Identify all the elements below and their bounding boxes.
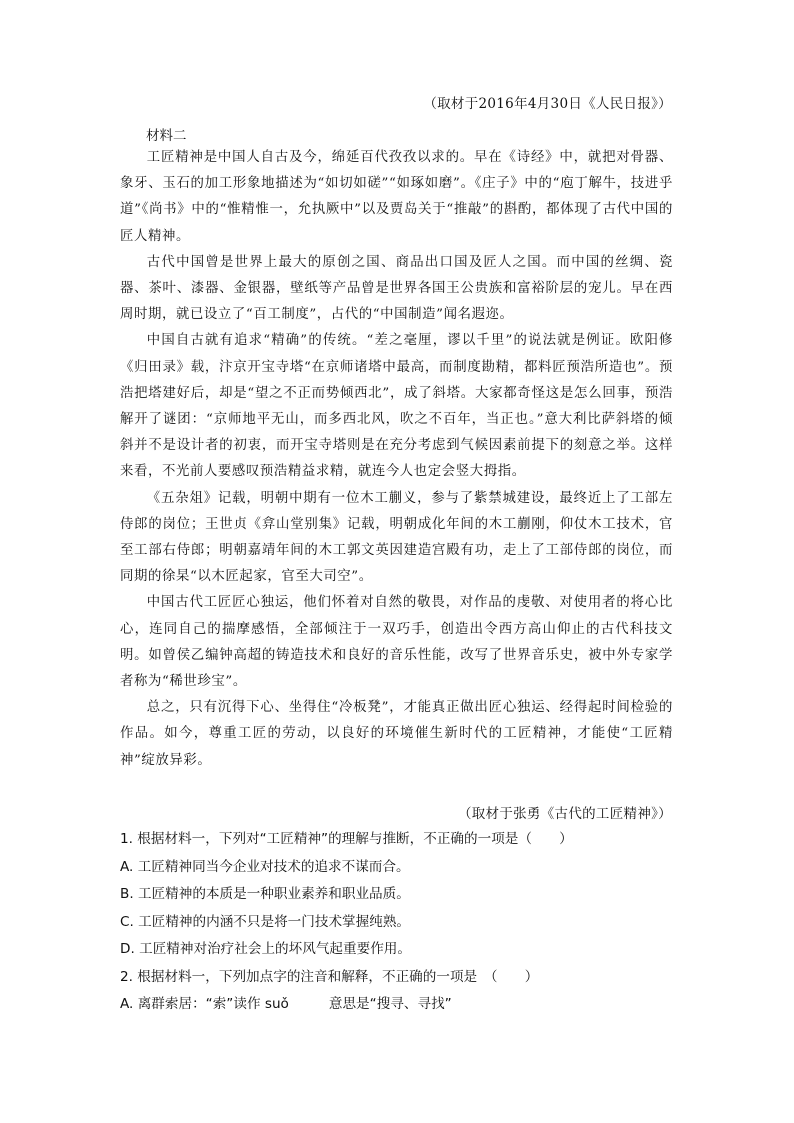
paragraph: 古代中国曾是世界上最大的原创之国、商品出口国及匠人之国。而中国的丝绸、瓷器、茶叶、漆器、金银器，壁纸等产品曾是世界各国王公贵族和富裕阶层的宠儿。早在西周时期，就已设立了“百工制度”，占代的“中国制造”闻名遐迩。 bbox=[120, 254, 673, 323]
paragraph: 总之，只有沉得下心、坐得住“冷板凳”，才能真正做出匠心独运、经得起时间检验的作品。如今，尊重工匠的劳动，以良好的环境催生新时代的工匠精神，才能使“工匠精神”绽放异彩。 bbox=[120, 700, 673, 768]
question-1-option-b: B. 工匠精神的本质是一种职业素养和职业品质。 bbox=[120, 886, 410, 902]
question-1-option-d: D. 工匠精神对治疗社会上的坏风气起重要作用。 bbox=[120, 941, 411, 957]
question-2-stem: 2. 根据材料一，下列加点字的注音和解释，不正确的一项是 （ ） bbox=[120, 968, 539, 985]
material-title: 材料二 bbox=[146, 128, 187, 144]
option-a-word: A. 离群索居：“索”读作 suǒ bbox=[120, 996, 289, 1012]
paragraph: 中国自古就有追求“精确”的传统。“差之毫厘，谬以千里”的说法就是例证。欧阳修《归田录》载，汴京开宝寺塔“在京师诸塔中最高，而制度勘精，都料匠预浩所造也”。预浩把塔建好后，却是“望之不正而势倾西北”，成了斜塔。大家都奇怪这是怎么回事，预浩解开了谜团：“京师地平无山，而多西北风，吹之不百年，当正也。”意大利比萨斜塔的倾斜并不是设计者的初衷，而开宝寺塔则是在充分考虑到气候因素前提下的刻意之举。这样来看，不光前人要感叹预浩精益求精，就连今人也定会竖大拇指。 bbox=[120, 333, 673, 480]
paragraph: 中国古代工匠匠心独运，他们怀着对自然的敬畏，对作品的虔敬、对使用者的将心比心，连同自己的揣摩感悟，全部倾注于一双巧手，创造出令西方高山仰止的古代科技文明。如曾侯乙编钟高超的铸造技术和良好的音乐性能，改写了世界音乐史，被中外专家学者称为“稀世珍宝”。 bbox=[120, 595, 673, 690]
question-1-stem: 1. 根据材料一，下列对“工匠精神”的理解与推断，不正确的一项是（ ） bbox=[120, 831, 573, 847]
question-2-option-a bbox=[120, 991, 680, 1019]
question-1-option-a: A. 工匠精神同当今企业对技术的追求不谋而合。 bbox=[120, 858, 410, 875]
questions-section bbox=[120, 826, 680, 1019]
article-body bbox=[120, 145, 673, 774]
source-citation-top: （取材于2016年4月30日《人民日报》） bbox=[423, 96, 672, 112]
question-1-option-c: C. 工匠精神的内涵不只是将一门技术掌握纯熟。 bbox=[120, 913, 411, 930]
option-a-meaning: 意思是“搜寻、寻找” bbox=[328, 996, 452, 1012]
paragraph: 工匠精神是中国人自古及今，绵延百代孜孜以求的。早在《诗经》中，就把对骨器、象牙、玉石的加工形象地描述为“如切如磋”“如琢如磨”。《庄子》中的“庖丁解牛，技进乎道”《尚书》中的“惟精惟一，允执厥中”以及贾岛关于“推敲”的斟酌，都体现了古代中国的匠人精神。 bbox=[120, 150, 673, 244]
source-citation-bottom: （取材于张勇《古代的工匠精神》） bbox=[457, 806, 672, 822]
paragraph: 《五杂俎》记载，明朝中期有一位木工蒯义，参与了紫禁城建设，最终近上了工部左侍郎的岗位；王世贞《弇山堂别集》记载，明朝成化年间的木工蒯刚，仰仗木工技术，官至工部右侍郎；明朝嘉靖年间的木工郭文英因建造宫殿有功，走上了工部侍郎的岗位，而同期的徐杲“以木匠起家，官至大司空”。 bbox=[120, 490, 673, 585]
